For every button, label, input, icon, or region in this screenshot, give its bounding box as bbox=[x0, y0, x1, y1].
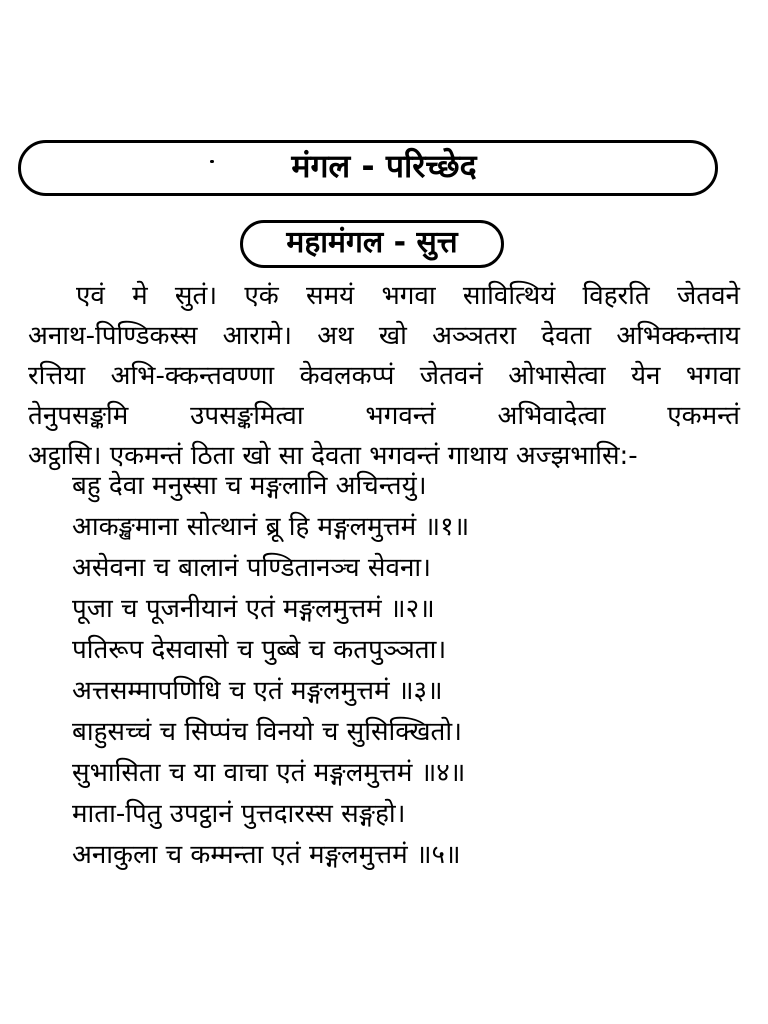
prose-line: अनाथ-पिण्डिकस्स आरामे। अथ खो अञ्ञतरा देवता अभिक्कन्ताय bbox=[28, 321, 740, 351]
verse-line: असेवना च बालानं पण्डितानञ्च सेवना। bbox=[72, 553, 431, 583]
verse-line: बाहुसच्चं च सिप्पंच विनयो च सुसिक्खितो। bbox=[72, 717, 462, 747]
prose-paragraph bbox=[28, 276, 740, 476]
verse-line: पतिरूप देसवासो च पुब्बे च कतपुञ्ञता। bbox=[72, 635, 447, 665]
verse-line: माता-पितु उपट्ठानं पुत्तदारस्स सङ्गहो। bbox=[72, 799, 406, 829]
prose-line: तेनुपसङ्कमि उपसङ्कमित्वा भगवन्तं अभिवादेत्वा एकमन्तं bbox=[28, 401, 740, 431]
verse-line: अत्तसम्मापणिधि च एतं मङ्गलमुत्तमं ॥३॥ bbox=[72, 676, 443, 706]
prose-line: एवं मे सुतं। एकं समयं भगवा सावित्थियं विहरति जेतवने bbox=[76, 281, 740, 311]
verse-line: आकङ्खमाना सोत्थानं ब्रू हि मङ्गलमुत्तमं ॥१॥ bbox=[72, 512, 470, 542]
prose-line: रत्तिया अभि-क्कन्तवण्णा केवलकप्पं जेतवनं ओभासेत्वा येन भगवा bbox=[28, 361, 740, 391]
verse-block bbox=[72, 466, 732, 876]
verse-line: सुभासिता च या वाचा एतं मङ्गलमुत्तमं ॥४॥ bbox=[72, 758, 466, 788]
verse-line: अनाकुला च कम्मन्ता एतं मङ्गलमुत्तमं ॥५॥ bbox=[72, 840, 461, 870]
verse-line: पूजा च पूजनीयानं एतं मङ्गलमुत्तमं ॥२॥ bbox=[72, 594, 435, 624]
prose-line: अट्ठासि। एकमन्तं ठिता खो सा देवता भगवन्तं गाथाय अज्झभासि:- bbox=[28, 441, 638, 471]
chapter-title: मंगल - परिच्छेद bbox=[291, 147, 477, 185]
verse-line: बहु देवा मनुस्सा च मङ्गलानि अचिन्तयुं। bbox=[72, 471, 427, 501]
sutta-title: महामंगल - सुत्त bbox=[286, 225, 458, 260]
